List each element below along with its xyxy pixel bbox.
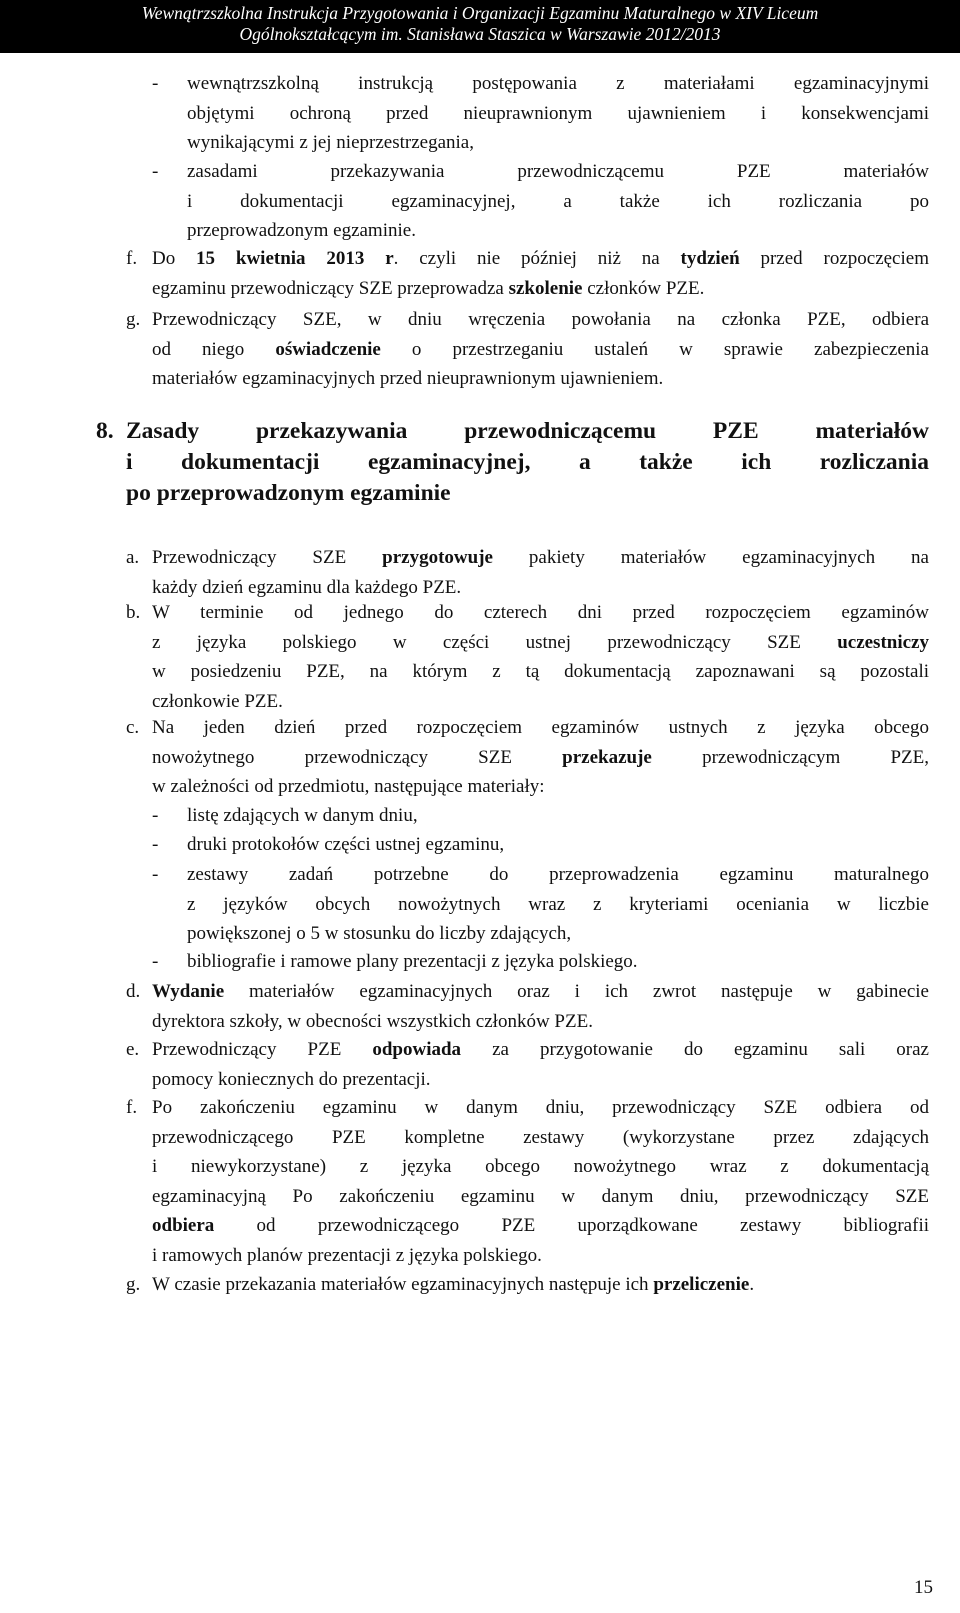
list-marker: g. (126, 1274, 141, 1295)
text-line: Przewodniczący SZE przygotowuje pakiety materiałów egzaminacyjnych na (152, 547, 929, 568)
text-line: Przewodniczący PZE odpowiada za przygotowanie do egzaminu sali oraz (152, 1039, 929, 1060)
item-f-text (152, 244, 929, 303)
item-g-text (152, 305, 929, 394)
section-number: 8. (96, 418, 114, 444)
text-line: i ramowych planów prezentacji z języka polskiego. (152, 1244, 542, 1266)
item-e-text (152, 1035, 929, 1094)
text-line: druki protokołów części ustnej egzaminu, (187, 834, 505, 855)
text-line: zestawy zadań potrzebne do przeprowadzenia egzaminu maturalnego (187, 864, 929, 885)
list-marker: a. (126, 547, 140, 568)
dash-marker: - (152, 834, 159, 855)
text-line: z języków obcych nowożytnych wraz z kryteriami oceniania w liczbie (187, 893, 929, 915)
dash-marker: - (152, 805, 159, 826)
list-marker: b. (126, 602, 141, 623)
sub-item-text (187, 801, 929, 831)
list-marker: g. (126, 309, 141, 330)
item-f2-text (152, 1093, 929, 1270)
list-marker: f. (126, 1097, 138, 1118)
dash-marker: - (152, 161, 159, 182)
text-line: i niewykorzystane) z języka obcego nowożytnego wraz z dokumentacją (152, 1156, 929, 1177)
text-line: w posiedzeniu PZE, na którym z tą dokumentacją zapoznawani są pozostali (152, 661, 929, 682)
text-line: od niego oświadczenie o przestrzeganiu ustaleń w sprawie zabezpieczenia (152, 338, 929, 360)
item-a-text (152, 543, 929, 602)
text-line: materiałów egzaminacyjnych przed nieuprawnionym ujawnieniem. (152, 368, 664, 389)
text-line: pomocy koniecznych do prezentacji. (152, 1068, 431, 1090)
heading-line: Zasady przekazywania przewodniczącemu PZE materiałów (126, 418, 929, 444)
text-line: bibliografie i ramowe plany prezentacji z języka polskiego. (187, 951, 638, 972)
text-line: W terminie od jednego do czterech dni przed rozpoczęciem egzaminów (152, 602, 929, 623)
list-marker: c. (126, 717, 140, 738)
item-g2-text (152, 1270, 929, 1300)
text-line: egzaminacyjną Po zakończeniu egzaminu w danym dniu, przewodniczący SZE (152, 1185, 929, 1207)
text-line: nowożytnego przewodniczący SZE przekazuje przewodniczącym PZE, (152, 746, 930, 768)
text-line: objętymi ochroną przed nieuprawnionym ujawnieniem i konsekwencjami (187, 102, 929, 124)
text-line: w zależności od przedmiotu, następujące materiały: (152, 776, 545, 797)
text-line: dyrektora szkoły, w obecności wszystkich członków PZE. (152, 1010, 593, 1032)
text-line: odbiera od przewodniczącego PZE uporządkowane zestawy bibliografii (152, 1215, 929, 1236)
text-line: Na jeden dzień przed rozpoczęciem egzaminów ustnych z języka obcego (152, 717, 929, 738)
text-line: przeprowadzonym egzaminie. (187, 220, 416, 241)
sub-item-text (187, 947, 929, 977)
section-heading (126, 416, 929, 509)
dash-marker: - (152, 951, 159, 972)
text-line: z języka polskiego w części ustnej przewodniczący SZE uczestniczy (152, 631, 929, 653)
list-marker: d. (126, 981, 141, 1002)
text-line: W czasie przekazania materiałów egzaminacyjnych następuje ich przeliczenie. (152, 1274, 755, 1295)
text-line: i dokumentacji egzaminacyjnej, a także ich rozliczania po (187, 190, 929, 212)
header-line-1: Wewnątrzszkolna Instrukcja Przygotowania i Organizacji Egzaminu Maturalnego w XIV Liceum (141, 3, 819, 23)
item-d-text (152, 977, 929, 1036)
text-line: Po zakończeniu egzaminu w danym dniu, przewodniczący SZE odbiera od (152, 1097, 929, 1118)
item-c-text (152, 713, 929, 802)
header-line-2: Ogólnokształcącym im. Stanisława Staszica w Warszawie 2012/2013 (239, 24, 721, 44)
text-line: Przewodniczący SZE, w dniu wręczenia powołania na członka PZE, odbiera (152, 309, 929, 330)
text-line: Do 15 kwietnia 2013 r. czyli nie później niż na tydzień przed rozpoczęciem (152, 248, 929, 269)
heading-line: po przeprowadzonym egzaminie (126, 480, 451, 506)
text-line: przewodniczącego PZE kompletne zestawy (wykorzystane przez zdających (152, 1126, 929, 1148)
dash-marker: - (152, 864, 159, 885)
text-line: członkowie PZE. (152, 690, 283, 712)
list-marker: f. (126, 248, 138, 269)
sub-item-text (187, 830, 929, 860)
dash-item-text (187, 157, 929, 246)
heading-line: i dokumentacji egzaminacyjnej, a także ich rozliczania (126, 449, 929, 475)
list-marker: e. (126, 1039, 140, 1060)
sub-item-text (187, 860, 929, 949)
text-line: wewnątrzszkolną instrukcją postępowania z materiałami egzaminacyjnymi (187, 73, 929, 94)
text-line: zasadami przekazywania przewodniczącemu PZE materiałów (187, 161, 929, 182)
text-line: egzaminu przewodniczący SZE przeprowadza szkolenie członków PZE. (152, 277, 705, 299)
page-number: 15 (914, 1577, 933, 1598)
dash-marker: - (152, 73, 159, 94)
text-line: powiększonej o 5 w stosunku do liczby zdających, (187, 923, 572, 944)
item-b-text (152, 598, 929, 716)
text-line: wynikającymi z jej nieprzestrzegania, (187, 132, 474, 153)
dash-item-text (187, 69, 929, 158)
page-header (0, 0, 960, 53)
text-line: Wydanie materiałów egzaminacyjnych oraz i ich zwrot następuje w gabinecie (152, 981, 929, 1002)
text-line: każdy dzień egzaminu dla każdego PZE. (152, 576, 462, 598)
text-line: listę zdających w danym dniu, (187, 805, 418, 826)
